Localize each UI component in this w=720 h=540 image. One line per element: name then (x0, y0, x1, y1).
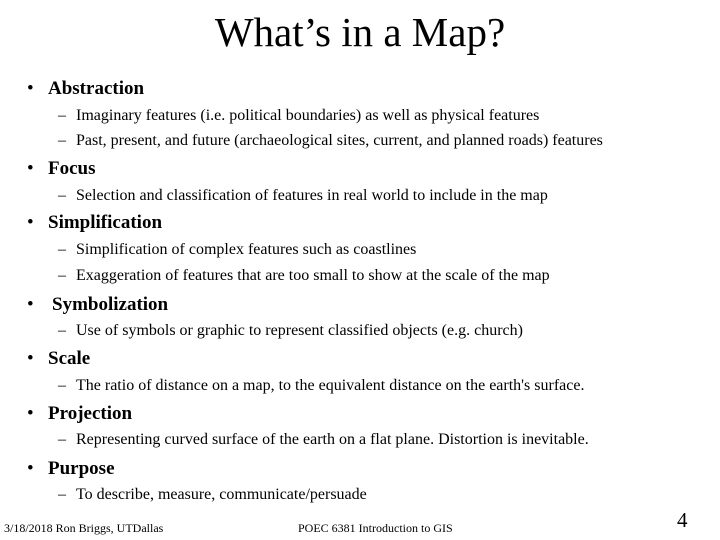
sub-item (58, 485, 367, 505)
sub-item (58, 131, 603, 151)
dash-icon: – (58, 241, 66, 258)
dash-icon: – (58, 377, 66, 394)
bullet-focus (27, 158, 96, 180)
bullet-symbolization (27, 294, 168, 316)
dash-icon: – (58, 132, 66, 149)
sub-item-text: Representing curved surface of the earth on a flat plane. Distortion is inevitable. (76, 431, 589, 448)
page-number: 4 (677, 508, 688, 532)
sub-item-text: Exaggeration of features that are too small to show at the scale of the map (76, 267, 550, 284)
bullet-heading: Focus (48, 158, 96, 179)
sub-item (58, 186, 548, 206)
sub-item-text: The ratio of distance on a map, to the equivalent distance on the earth's surface. (76, 377, 585, 394)
sub-item (58, 240, 416, 260)
bullet-heading: Simplification (48, 212, 163, 233)
bullet-icon: • (27, 348, 34, 369)
sub-item (58, 376, 584, 396)
sub-item-text: Imaginary features (i.e. political boundaries) as well as physical features (76, 107, 540, 124)
bullet-abstraction (27, 78, 144, 100)
sub-item (58, 266, 550, 286)
bullet-scale (27, 348, 90, 370)
sub-item (58, 321, 523, 341)
bullet-icon: • (27, 403, 34, 424)
bullet-icon: • (27, 458, 34, 479)
bullet-heading: Scale (48, 348, 91, 369)
sub-item (58, 430, 589, 450)
dash-icon: – (58, 107, 66, 124)
sub-item-text: Simplification of complex features such as coastlines (76, 241, 417, 258)
bullet-heading: Symbolization (52, 294, 169, 315)
dash-icon: – (58, 486, 66, 503)
sub-item-text: Past, present, and future (archaeological sites, current, and planned roads) features (76, 132, 603, 149)
bullet-heading: Purpose (48, 458, 115, 479)
bullet-heading: Projection (48, 403, 133, 424)
bullet-purpose (27, 458, 115, 480)
dash-icon: – (58, 431, 66, 448)
dash-icon: – (58, 322, 66, 339)
bullet-icon: • (27, 294, 34, 315)
bullet-icon: • (27, 158, 34, 179)
bullet-icon: • (27, 212, 34, 233)
slide-title: What’s in a Map? (214, 9, 506, 55)
sub-item-text: To describe, measure, communicate/persuade (76, 486, 367, 503)
sub-item (58, 106, 539, 126)
bullet-heading: Abstraction (48, 78, 145, 99)
footer-date-author: 3/18/2018 Ron Briggs, UTDallas (4, 521, 164, 535)
sub-item-text: Use of symbols or graphic to represent classified objects (e.g. church) (76, 322, 523, 339)
dash-icon: – (58, 187, 66, 204)
footer-course: POEC 6381 Introduction to GIS (298, 521, 453, 535)
bullet-projection (27, 403, 132, 425)
bullet-simplification (27, 212, 162, 234)
bullet-icon: • (27, 78, 34, 99)
dash-icon: – (58, 267, 66, 284)
sub-item-text: Selection and classification of features in real world to include in the map (76, 187, 548, 204)
